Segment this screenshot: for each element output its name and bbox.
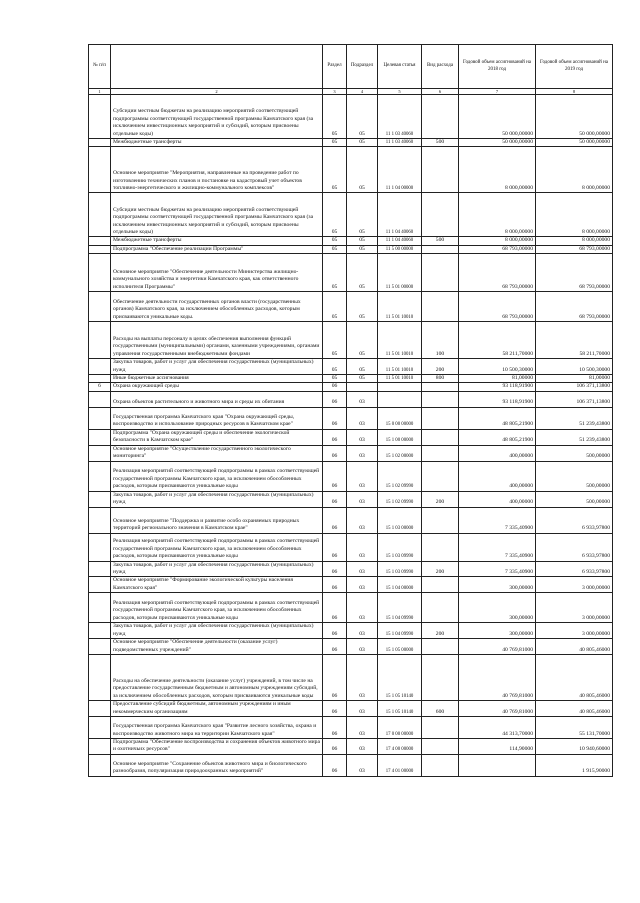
row-number <box>89 577 111 593</box>
row-number <box>89 655 111 701</box>
row-expense-type: 600 <box>422 701 459 717</box>
row-name: Закупка товаров, работ и услуг для обеспечения государственных (муниципальных) нужд <box>111 491 323 507</box>
row-number <box>89 623 111 639</box>
row-expense-type: 500 <box>422 139 459 147</box>
row-expense-type: 200 <box>422 561 459 577</box>
row-section: 05 <box>323 375 347 383</box>
row-target-article: 11 1 04 40060 <box>378 193 422 237</box>
row-name: Иные бюджетные ассигнования <box>111 375 323 383</box>
table-row <box>89 193 613 237</box>
row-amount-2019: 500,00000 <box>536 445 613 461</box>
row-subsection: 03 <box>347 593 378 623</box>
row-expense-type: 800 <box>422 375 459 383</box>
row-target-article: 11 5 01 10010 <box>378 322 422 359</box>
row-subsection: 03 <box>347 577 378 593</box>
row-subsection: 05 <box>347 375 378 383</box>
table-row <box>89 577 613 593</box>
row-amount-2018: 8 000,00000 <box>459 147 536 193</box>
row-subsection: 03 <box>347 639 378 655</box>
row-section: 05 <box>323 139 347 147</box>
row-name: Реализация мероприятий соответствующей подпрограммы в рамках соответствующей государственной программы Камчатского края, за исключением обособленных расходов, которым присваиваются уникальные коды <box>111 593 323 623</box>
row-subsection: 03 <box>347 533 378 561</box>
header-amount-2019: Годовой объем ассигнований на 2019 год <box>536 45 613 89</box>
column-number: 3 <box>323 89 347 95</box>
row-expense-type: 200 <box>422 623 459 639</box>
row-name: Реализация мероприятий соответствующей подпрограммы в рамках соответствующей государственной программы Камчатского края, за исключением обособленных расходов, которым присваиваются уникальные коды <box>111 461 323 491</box>
row-name: Межбюджетные трансферты <box>111 237 323 245</box>
row-target-article: 15 0 00 00000 <box>378 407 422 429</box>
row-expense-type <box>422 407 459 429</box>
header-expense-type: Вид расхода <box>422 45 459 89</box>
row-target-article: 15 1 04 00000 <box>378 577 422 593</box>
row-name: Подпрограмма "Обеспечение воспроизводства и сохранения объектов животного мира и охотничьих ресурсов" <box>111 738 323 754</box>
header-section: Раздел <box>323 45 347 89</box>
row-target-article: 11 5 01 10010 <box>378 292 422 322</box>
header-name <box>111 45 323 89</box>
row-name: Обеспечение деятельности государственных органов власти (государственных органов) Камчатского края, за исключением обособленных расходов, которым присваиваются уникальные коды. <box>111 292 323 322</box>
row-number <box>89 533 111 561</box>
row-target-article: 11 5 00 00000 <box>378 245 422 253</box>
row-amount-2019: 50 000,00000 <box>536 95 613 139</box>
row-number <box>89 701 111 717</box>
row-amount-2019: 51 239,43800 <box>536 407 613 429</box>
row-amount-2018: 48 805,21900 <box>459 429 536 445</box>
row-amount-2019: 40 805,46000 <box>536 639 613 655</box>
row-number <box>89 147 111 193</box>
row-amount-2019: 81,00000 <box>536 375 613 383</box>
row-name: Основное мероприятие "Формирование экологической культуры населения Камчатского края" <box>111 577 323 593</box>
row-amount-2018: 300,00000 <box>459 593 536 623</box>
row-amount-2019: 51 239,43800 <box>536 429 613 445</box>
row-name: Охрана объектов растительного и животного мира и среды их обитания <box>111 391 323 407</box>
row-section: 05 <box>323 245 347 253</box>
row-section: 05 <box>323 322 347 359</box>
row-amount-2018: 58 211,70000 <box>459 322 536 359</box>
row-number <box>89 716 111 738</box>
table-row <box>89 95 613 139</box>
row-number <box>89 593 111 623</box>
row-number <box>89 491 111 507</box>
row-amount-2018: 50 000,00000 <box>459 95 536 139</box>
row-amount-2018: 400,00000 <box>459 445 536 461</box>
row-amount-2019: 6 933,97800 <box>536 507 613 533</box>
table-row <box>89 292 613 322</box>
row-section: 05 <box>323 359 347 375</box>
budget-appropriations-table <box>88 44 613 777</box>
row-amount-2018: 50 000,00000 <box>459 139 536 147</box>
row-target-article: 15 1 03 09990 <box>378 533 422 561</box>
row-subsection: 05 <box>347 237 378 245</box>
row-number <box>89 391 111 407</box>
row-number <box>89 507 111 533</box>
row-subsection: 03 <box>347 655 378 701</box>
column-number: 8 <box>536 89 613 95</box>
row-section: 05 <box>323 254 347 292</box>
row-number <box>89 359 111 375</box>
table-row <box>89 716 613 738</box>
table-row <box>89 359 613 375</box>
row-expense-type: 200 <box>422 491 459 507</box>
row-expense-type <box>422 738 459 754</box>
row-amount-2019: 106 371,13800 <box>536 383 613 391</box>
table-row <box>89 491 613 507</box>
row-section: 05 <box>323 147 347 193</box>
table-row <box>89 655 613 701</box>
row-name: Межбюджетные трансферты <box>111 139 323 147</box>
row-section: 05 <box>323 237 347 245</box>
row-amount-2019: 50 000,00000 <box>536 139 613 147</box>
row-number <box>89 245 111 253</box>
table-row <box>89 639 613 655</box>
row-number <box>89 561 111 577</box>
row-expense-type <box>422 655 459 701</box>
column-number: 5 <box>378 89 422 95</box>
table-row <box>89 254 613 292</box>
row-number <box>89 445 111 461</box>
row-subsection: 05 <box>347 254 378 292</box>
row-amount-2019: 500,00000 <box>536 491 613 507</box>
row-expense-type <box>422 147 459 193</box>
row-name: Расходы на обеспечение деятельности (оказание услуг) учреждений, в том числе на предоставление государственным бюджетным и автономным учреждениям субсидий, за исключением обособленных расходов, которым присваиваются уникальные коды <box>111 655 323 701</box>
row-name: Субсидии местным бюджетам на реализацию мероприятий соответствующей подпрограммы соответствующей государственной программы Камчатского края (за исключением инвестиционных мероприятий и субсидий, которым присвоены отдельные коды) <box>111 95 323 139</box>
row-expense-type <box>422 245 459 253</box>
row-amount-2019: 40 805,46000 <box>536 655 613 701</box>
row-target-article: 15 1 03 00000 <box>378 507 422 533</box>
row-expense-type <box>422 533 459 561</box>
row-name: Основное мероприятие "Обеспечение деятельности (оказание услуг) подведомственных учреждений" <box>111 639 323 655</box>
row-target-article: 11 5 01 10010 <box>378 375 422 383</box>
row-name: Основное мероприятие "Обеспечение деятельности Министерства жилищно-коммунального хозяйства и энергетики Камчатского края, как ответственного исполнителя Программы" <box>111 254 323 292</box>
row-number: 6 <box>89 383 111 391</box>
row-name: Государственная программа Камчатского края "Охрана окружающей среды, воспроизводство и использование природных ресурсов в Камчатском крае" <box>111 407 323 429</box>
row-amount-2019: 1 915,90000 <box>536 754 613 776</box>
column-number: 4 <box>347 89 378 95</box>
row-target-article: 15 1 02 09990 <box>378 491 422 507</box>
row-amount-2019: 40 805,46000 <box>536 701 613 717</box>
row-target-article <box>378 383 422 391</box>
row-name: Расходы на выплаты персоналу в целях обеспечения выполнения функций государственными (муниципальными) органами, казенными учреждениями, органами управления государственными внебюджетными фондами <box>111 322 323 359</box>
row-target-article <box>378 391 422 407</box>
row-subsection: 03 <box>347 716 378 738</box>
row-subsection: 03 <box>347 407 378 429</box>
header-target-article: Целевая статья <box>378 45 422 89</box>
row-number <box>89 237 111 245</box>
column-number: 2 <box>111 89 323 95</box>
table-row <box>89 147 613 193</box>
row-section: 06 <box>323 491 347 507</box>
row-amount-2018: 44 313,70000 <box>459 716 536 738</box>
table-row <box>89 391 613 407</box>
row-amount-2018: 7 335,40900 <box>459 507 536 533</box>
row-amount-2018: 400,00000 <box>459 461 536 491</box>
row-name: Государственная программа Камчатского края "Развитие лесного хозяйства, охрана и воспроизводство животного мира на территории Камчатского края" <box>111 716 323 738</box>
row-number <box>89 407 111 429</box>
table-row <box>89 407 613 429</box>
row-amount-2018: 68 793,00000 <box>459 292 536 322</box>
table-row <box>89 461 613 491</box>
row-name: Субсидии местным бюджетам на реализацию мероприятий соответствующей подпрограммы соответствующей государственной программы Камчатского края (за исключением инвестиционных мероприятий и субсидий, которым присвоены отдельные коды) <box>111 193 323 237</box>
row-expense-type: 500 <box>422 237 459 245</box>
table-row <box>89 429 613 445</box>
row-subsection: 03 <box>347 561 378 577</box>
header-subsection: Подраздел <box>347 45 378 89</box>
table-row <box>89 507 613 533</box>
row-amount-2019: 3 000,00000 <box>536 577 613 593</box>
row-expense-type <box>422 445 459 461</box>
row-name: Основное мероприятие "Сохранение объектов животного мира и биологического разнообразия, популяризация природоохранных мероприятий" <box>111 754 323 776</box>
row-section: 05 <box>323 292 347 322</box>
row-section: 06 <box>323 383 347 391</box>
row-expense-type <box>422 383 459 391</box>
row-number <box>89 375 111 383</box>
row-amount-2019: 8 000,00000 <box>536 193 613 237</box>
header-amount-2018: Годовой объем ассигнований на 2018 год <box>459 45 536 89</box>
row-amount-2018: 114,90000 <box>459 738 536 754</box>
row-name: Основное мероприятие "Осуществление государственного экологического мониторинга" <box>111 445 323 461</box>
row-target-article: 11 5 01 00000 <box>378 254 422 292</box>
row-target-article: 11 1 04 00000 <box>378 147 422 193</box>
row-amount-2018: 400,00000 <box>459 491 536 507</box>
row-subsection: 03 <box>347 701 378 717</box>
row-section: 06 <box>323 507 347 533</box>
row-section: 06 <box>323 655 347 701</box>
row-target-article: 15 1 05 00000 <box>378 639 422 655</box>
row-expense-type <box>422 754 459 776</box>
row-subsection: 03 <box>347 461 378 491</box>
row-amount-2018: 40 769,81000 <box>459 655 536 701</box>
row-amount-2019: 3 000,00000 <box>536 593 613 623</box>
row-expense-type <box>422 95 459 139</box>
row-target-article: 11 5 01 10010 <box>378 359 422 375</box>
row-expense-type <box>422 577 459 593</box>
row-expense-type <box>422 507 459 533</box>
row-amount-2018: 40 769,81000 <box>459 639 536 655</box>
table-row <box>89 322 613 359</box>
row-section: 06 <box>323 429 347 445</box>
row-amount-2018: 68 793,00000 <box>459 245 536 253</box>
row-subsection: 05 <box>347 359 378 375</box>
row-amount-2019: 3 000,00000 <box>536 623 613 639</box>
row-subsection: 05 <box>347 245 378 253</box>
row-amount-2018: 93 118,91900 <box>459 383 536 391</box>
row-section: 06 <box>323 561 347 577</box>
row-amount-2019: 8 000,00000 <box>536 237 613 245</box>
table-row <box>89 237 613 245</box>
row-amount-2019: 106 371,13800 <box>536 391 613 407</box>
row-section: 06 <box>323 716 347 738</box>
row-amount-2018: 40 769,81000 <box>459 701 536 717</box>
row-number <box>89 461 111 491</box>
table-body <box>89 95 613 777</box>
row-target-article: 17 4 01 00000 <box>378 754 422 776</box>
row-expense-type <box>422 716 459 738</box>
row-target-article: 17 4 00 00000 <box>378 738 422 754</box>
row-section: 06 <box>323 639 347 655</box>
row-name: Закупка товаров, работ и услуг для обеспечения государственных (муниципальных) нужд <box>111 561 323 577</box>
row-number <box>89 292 111 322</box>
row-name: Подпрограмма "Обеспечение реализации Программы" <box>111 245 323 253</box>
table-row <box>89 383 613 391</box>
row-target-article: 15 1 05 10140 <box>378 655 422 701</box>
row-amount-2018 <box>459 754 536 776</box>
row-section: 06 <box>323 533 347 561</box>
row-section: 06 <box>323 738 347 754</box>
row-target-article: 11 1 03 40060 <box>378 139 422 147</box>
table-row <box>89 245 613 253</box>
row-expense-type <box>422 639 459 655</box>
row-name: Закупка товаров, работ и услуг для обеспечения государственных (муниципальных) нужд <box>111 623 323 639</box>
table-header-row <box>89 45 613 89</box>
row-subsection: 05 <box>347 292 378 322</box>
row-subsection: 03 <box>347 445 378 461</box>
row-subsection: 03 <box>347 391 378 407</box>
row-amount-2019: 68 793,00000 <box>536 245 613 253</box>
row-subsection: 03 <box>347 491 378 507</box>
row-target-article: 11 1 03 40060 <box>378 95 422 139</box>
row-subsection: 05 <box>347 322 378 359</box>
row-number <box>89 322 111 359</box>
row-expense-type: 200 <box>422 359 459 375</box>
row-name: Предоставление субсидий бюджетным, автономным учреждениям и иным некоммерческим организациям <box>111 701 323 717</box>
row-target-article: 15 1 02 00000 <box>378 445 422 461</box>
row-section: 06 <box>323 445 347 461</box>
row-number <box>89 738 111 754</box>
row-expense-type <box>422 391 459 407</box>
row-subsection: 05 <box>347 95 378 139</box>
table-row <box>89 701 613 717</box>
row-expense-type <box>422 429 459 445</box>
row-number <box>89 754 111 776</box>
row-amount-2018: 81,00000 <box>459 375 536 383</box>
row-amount-2018: 48 805,21900 <box>459 407 536 429</box>
row-target-article: 15 1 00 00000 <box>378 429 422 445</box>
row-number <box>89 139 111 147</box>
row-section: 05 <box>323 95 347 139</box>
row-name: Основное мероприятие "Поддержка и развитие особо охраняемых природных территорий регионального значения в Камчатском крае" <box>111 507 323 533</box>
row-expense-type <box>422 292 459 322</box>
table-row <box>89 375 613 383</box>
row-subsection: 05 <box>347 193 378 237</box>
column-number: 7 <box>459 89 536 95</box>
header-num: № п/п <box>89 45 111 89</box>
row-section: 06 <box>323 593 347 623</box>
row-number <box>89 95 111 139</box>
row-amount-2019: 6 933,97800 <box>536 533 613 561</box>
row-amount-2018: 300,00000 <box>459 577 536 593</box>
row-target-article: 11 1 04 40060 <box>378 237 422 245</box>
row-subsection: 05 <box>347 139 378 147</box>
row-section: 05 <box>323 193 347 237</box>
row-target-article: 15 1 02 09990 <box>378 461 422 491</box>
row-amount-2019: 10 500,30000 <box>536 359 613 375</box>
row-target-article: 15 1 04 09990 <box>378 623 422 639</box>
row-expense-type <box>422 461 459 491</box>
row-amount-2018: 7 335,40900 <box>459 533 536 561</box>
row-number <box>89 429 111 445</box>
row-subsection: 03 <box>347 623 378 639</box>
row-target-article: 17 0 00 00000 <box>378 716 422 738</box>
row-amount-2018: 8 000,00000 <box>459 237 536 245</box>
row-section: 06 <box>323 623 347 639</box>
row-amount-2019: 8 000,00000 <box>536 147 613 193</box>
row-subsection: 03 <box>347 429 378 445</box>
row-section: 06 <box>323 391 347 407</box>
row-subsection: 03 <box>347 738 378 754</box>
row-expense-type: 100 <box>422 322 459 359</box>
row-name: Охрана окружающей среды <box>111 383 323 391</box>
row-section: 06 <box>323 461 347 491</box>
row-name: Подпрограмма "Охрана окружающей среды и обеспечение экологической безопасности в Камчатском крае" <box>111 429 323 445</box>
row-section: 06 <box>323 407 347 429</box>
row-amount-2018: 8 000,00000 <box>459 193 536 237</box>
row-subsection: 03 <box>347 507 378 533</box>
row-amount-2019: 58 211,70000 <box>536 322 613 359</box>
row-expense-type <box>422 193 459 237</box>
row-amount-2019: 55 131,70000 <box>536 716 613 738</box>
row-expense-type <box>422 254 459 292</box>
row-subsection: 05 <box>347 147 378 193</box>
row-section: 06 <box>323 701 347 717</box>
row-subsection: 03 <box>347 754 378 776</box>
row-target-article: 15 1 03 09990 <box>378 561 422 577</box>
row-amount-2018: 7 335,40900 <box>459 561 536 577</box>
row-amount-2018: 68 793,00000 <box>459 254 536 292</box>
row-target-article: 15 1 04 09990 <box>378 593 422 623</box>
table-row <box>89 738 613 754</box>
column-number: 6 <box>422 89 459 95</box>
row-number <box>89 254 111 292</box>
table-row <box>89 139 613 147</box>
row-amount-2018: 10 500,30000 <box>459 359 536 375</box>
table-row <box>89 754 613 776</box>
row-name: Основное мероприятие "Мероприятия, направленные на проведение работ по изготовлению технических планов и постановке на кадастровый учет объектов топливно-энергетического и жилищно-коммунального комплексов" <box>111 147 323 193</box>
column-number: 1 <box>89 89 111 95</box>
table-row <box>89 593 613 623</box>
row-amount-2019: 68 793,00000 <box>536 292 613 322</box>
row-amount-2019: 10 940,60000 <box>536 738 613 754</box>
row-section: 06 <box>323 577 347 593</box>
row-number <box>89 193 111 237</box>
table-row <box>89 533 613 561</box>
row-amount-2019: 68 793,00000 <box>536 254 613 292</box>
table-row <box>89 623 613 639</box>
row-section: 06 <box>323 754 347 776</box>
row-subsection <box>347 383 378 391</box>
row-amount-2018: 300,00000 <box>459 623 536 639</box>
table-row <box>89 445 613 461</box>
row-name: Закупка товаров, работ и услуг для обеспечения государственных (муниципальных) нужд <box>111 359 323 375</box>
row-amount-2019: 500,00000 <box>536 461 613 491</box>
table-row <box>89 561 613 577</box>
row-target-article: 15 1 05 10140 <box>378 701 422 717</box>
row-number <box>89 639 111 655</box>
row-amount-2019: 6 933,97800 <box>536 561 613 577</box>
row-expense-type <box>422 593 459 623</box>
row-amount-2018: 93 118,91900 <box>459 391 536 407</box>
row-name: Реализация мероприятий соответствующей подпрограммы в рамках соответствующей государственной программы Камчатского края, за исключением обособленных расходов, которым присваиваются уникальные коды <box>111 533 323 561</box>
